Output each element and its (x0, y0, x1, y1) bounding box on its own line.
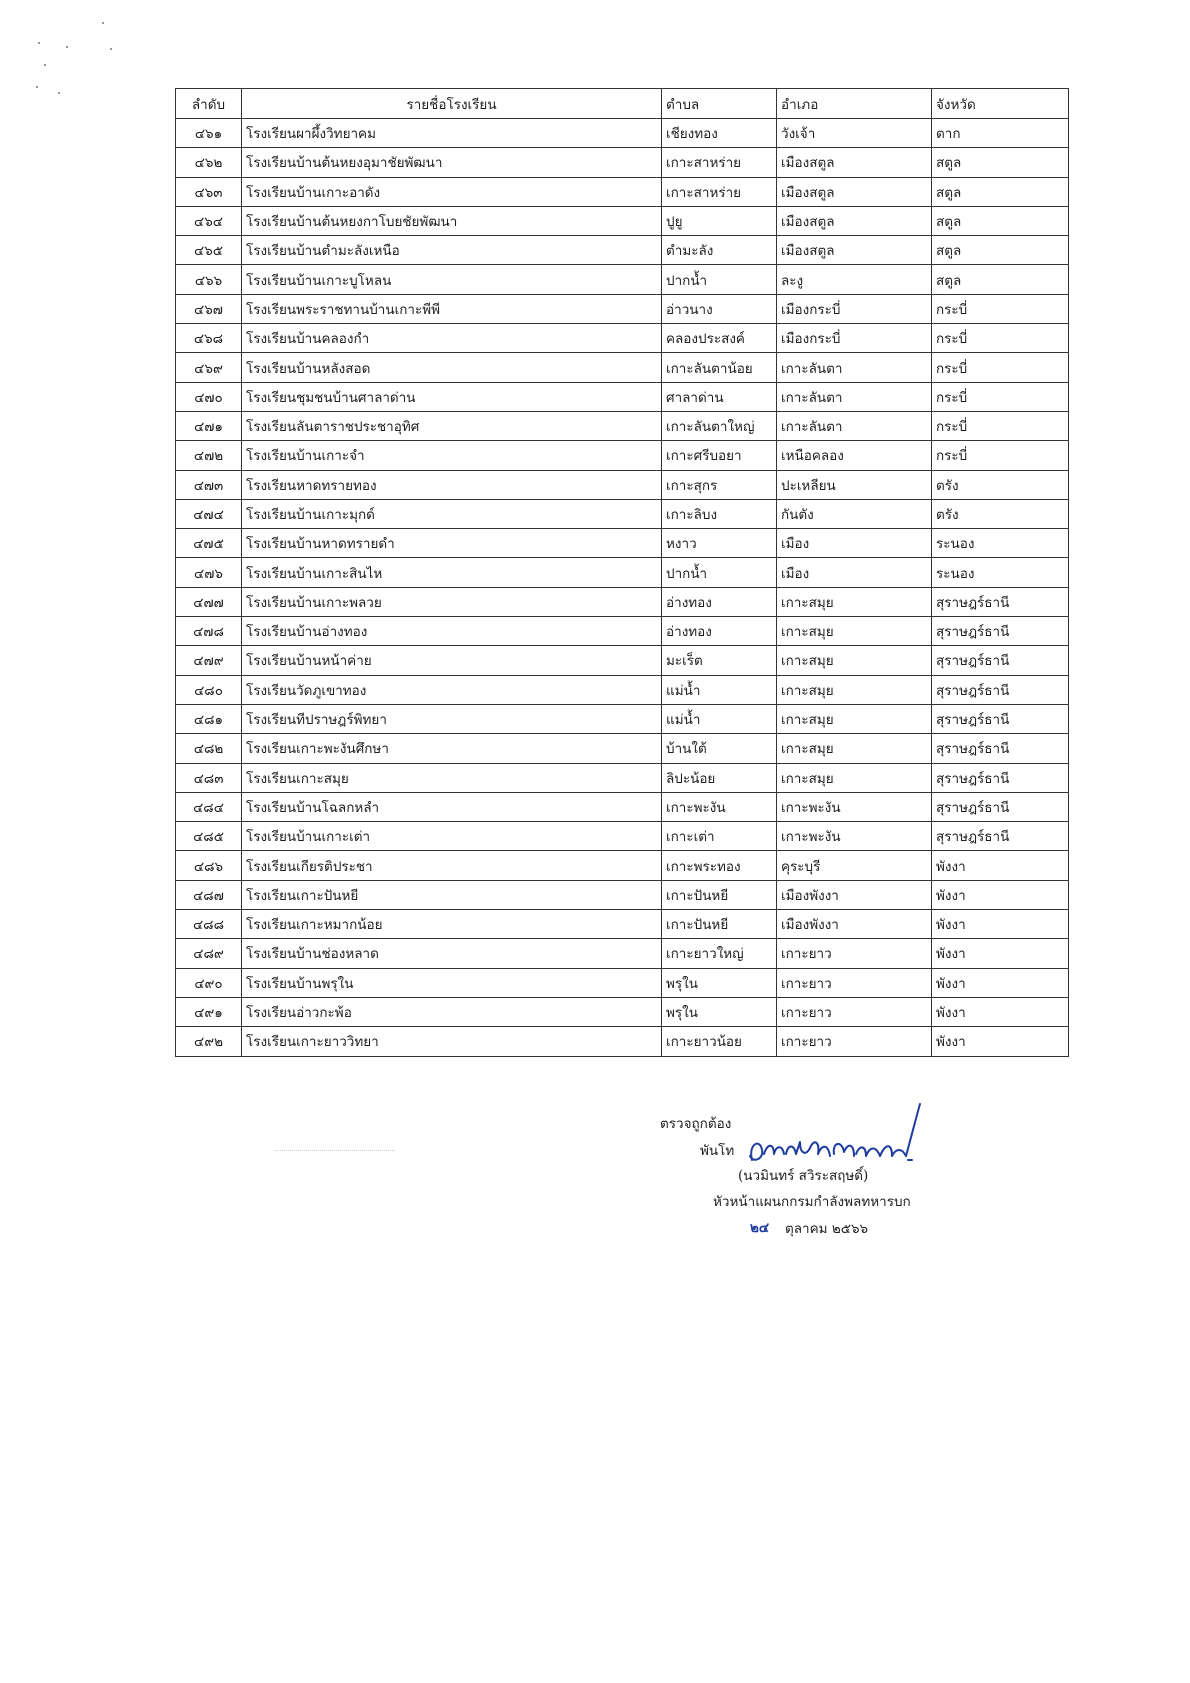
cell-province: สตูล (932, 236, 1069, 265)
cell-district: เกาะสมุย (777, 587, 932, 616)
cell-subdistrict: พรุใน (662, 968, 777, 997)
cell-district: เกาะสมุย (777, 704, 932, 733)
cell-subdistrict: หงาว (662, 529, 777, 558)
cell-district: วังเจ้า (777, 119, 932, 148)
table-row (176, 441, 1069, 470)
cell-province: สตูล (932, 265, 1069, 294)
cell-school: โรงเรียนบ้านอ่างทอง (242, 617, 662, 646)
table-row (176, 880, 1069, 909)
cell-school: โรงเรียนบ้านเกาะบูโหลน (242, 265, 662, 294)
cell-subdistrict: เกาะพระทอง (662, 851, 777, 880)
signatory-name: (นวมินทร์ สวิระสฤษดิ์) (738, 1168, 869, 1184)
cell-district: ปะเหลียน (777, 470, 932, 499)
cell-province: กระบี่ (932, 441, 1069, 470)
cell-district: เกาะยาว (777, 1027, 932, 1056)
cell-subdistrict: เกาะลันตาใหญ่ (662, 411, 777, 440)
cell-school: โรงเรียนเกาะสมุย (242, 763, 662, 792)
cell-subdistrict: เกาะยาวใหญ่ (662, 939, 777, 968)
cell-province: สุราษฎร์ธานี (932, 792, 1069, 821)
cell-no: ๔๖๘ (176, 324, 242, 353)
cell-school: โรงเรียนบ้านเกาะจำ (242, 441, 662, 470)
table-row (176, 910, 1069, 939)
cell-subdistrict: ตำมะลัง (662, 236, 777, 265)
table-row (176, 646, 1069, 675)
cell-school: โรงเรียนบ้านต้นหยงกาโบยชัยพัฒนา (242, 206, 662, 235)
cell-district: เกาะสมุย (777, 763, 932, 792)
table-row (176, 704, 1069, 733)
cell-province: สตูล (932, 148, 1069, 177)
cell-subdistrict: แม่น้ำ (662, 675, 777, 704)
cell-district: เกาะลันตา (777, 411, 932, 440)
cell-no: ๔๘๖ (176, 851, 242, 880)
cell-school: โรงเรียนบ้านหลังสอด (242, 353, 662, 382)
cell-no: ๔๘๒ (176, 734, 242, 763)
cell-province: สตูล (932, 206, 1069, 235)
cell-no: ๔๗๔ (176, 499, 242, 528)
cell-school: โรงเรียนบ้านตำมะลังเหนือ (242, 236, 662, 265)
table-row (176, 997, 1069, 1026)
table-row (176, 236, 1069, 265)
rank-label: พันโท (700, 1143, 735, 1159)
cell-school: โรงเรียนบ้านโฉลกหลำ (242, 792, 662, 821)
cell-district: เกาะสมุย (777, 734, 932, 763)
table-row (176, 470, 1069, 499)
cell-school: โรงเรียนเกาะปันหยี (242, 880, 662, 909)
cell-no: ๔๖๒ (176, 148, 242, 177)
cell-no: ๔๖๖ (176, 265, 242, 294)
cell-school: โรงเรียนเกียรติประชา (242, 851, 662, 880)
cell-subdistrict: อ่างทอง (662, 587, 777, 616)
cell-school: โรงเรียนผาผึ้งวิทยาคม (242, 119, 662, 148)
cell-province: พังงา (932, 910, 1069, 939)
handwritten-signature (730, 1098, 945, 1178)
cell-district: กันตัง (777, 499, 932, 528)
header-province: จังหวัด (932, 89, 1069, 119)
cell-province: กระบี่ (932, 324, 1069, 353)
cell-no: ๔๖๙ (176, 353, 242, 382)
table-row (176, 177, 1069, 206)
cell-province: สุราษฎร์ธานี (932, 675, 1069, 704)
table-row (176, 792, 1069, 821)
verified-label: ตรวจถูกต้อง (660, 1116, 732, 1132)
table-row (176, 529, 1069, 558)
cell-district: เกาะสมุย (777, 646, 932, 675)
cell-subdistrict: เกาะศรีบอยา (662, 441, 777, 470)
cell-no: ๔๙๐ (176, 968, 242, 997)
cell-province: สุราษฎร์ธานี (932, 587, 1069, 616)
cell-subdistrict: เกาะลันตาน้อย (662, 353, 777, 382)
cell-province: สุราษฎร์ธานี (932, 763, 1069, 792)
cell-school: โรงเรียนทีปราษฎร์พิทยา (242, 704, 662, 733)
cell-subdistrict: เกาะสาหร่าย (662, 148, 777, 177)
table-row (176, 411, 1069, 440)
cell-school: โรงเรียนบ้านเกาะเต่า (242, 822, 662, 851)
cell-district: เมืองพังงา (777, 880, 932, 909)
cell-province: สุราษฎร์ธานี (932, 617, 1069, 646)
cell-district: เกาะลันตา (777, 382, 932, 411)
cell-province: กระบี่ (932, 353, 1069, 382)
cell-subdistrict: พรุใน (662, 997, 777, 1026)
cell-subdistrict: อ่าวนาง (662, 294, 777, 323)
cell-subdistrict: เกาะลิบง (662, 499, 777, 528)
cell-district: เหนือคลอง (777, 441, 932, 470)
cell-subdistrict: เชียงทอง (662, 119, 777, 148)
cell-school: โรงเรียนบ้านเกาะสินไห (242, 558, 662, 587)
table-row (176, 382, 1069, 411)
cell-subdistrict: เกาะสาหร่าย (662, 177, 777, 206)
cell-province: กระบี่ (932, 382, 1069, 411)
cell-no: ๔๙๑ (176, 997, 242, 1026)
cell-province: ระนอง (932, 529, 1069, 558)
cell-province: สตูล (932, 177, 1069, 206)
cell-district: ละงู (777, 265, 932, 294)
cell-no: ๔๖๑ (176, 119, 242, 148)
cell-no: ๔๗๓ (176, 470, 242, 499)
cell-subdistrict: เกาะพะงัน (662, 792, 777, 821)
cell-school: โรงเรียนบ้านต้นหยงอุมาชัยพัฒนา (242, 148, 662, 177)
cell-school: โรงเรียนบ้านเกาะพลวย (242, 587, 662, 616)
cell-province: สุราษฎร์ธานี (932, 704, 1069, 733)
cell-no: ๔๗๖ (176, 558, 242, 587)
cell-province: สุราษฎร์ธานี (932, 734, 1069, 763)
cell-no: ๔๗๙ (176, 646, 242, 675)
cell-school: โรงเรียนลันตาราชประชาอุทิศ (242, 411, 662, 440)
cell-subdistrict: บ้านใต้ (662, 734, 777, 763)
cell-no: ๔๗๕ (176, 529, 242, 558)
table-row (176, 353, 1069, 382)
cell-district: เมือง (777, 558, 932, 587)
cell-no: ๔๖๗ (176, 294, 242, 323)
cell-school: โรงเรียนหาดทรายทอง (242, 470, 662, 499)
cell-school: โรงเรียนเกาะพะงันศึกษา (242, 734, 662, 763)
cell-no: ๔๗๗ (176, 587, 242, 616)
cell-no: ๔๗๘ (176, 617, 242, 646)
cell-school: โรงเรียนบ้านเกาะอาดัง (242, 177, 662, 206)
cell-subdistrict: ศาลาด่าน (662, 382, 777, 411)
header-school: รายชื่อโรงเรียน (242, 89, 662, 119)
cell-province: กระบี่ (932, 294, 1069, 323)
cell-province: สุราษฎร์ธานี (932, 822, 1069, 851)
table-row (176, 851, 1069, 880)
cell-no: ๔๘๔ (176, 792, 242, 821)
table-row (176, 1027, 1069, 1056)
cell-subdistrict: ปากน้ำ (662, 558, 777, 587)
cell-district: เกาะพะงัน (777, 822, 932, 851)
cell-subdistrict: แม่น้ำ (662, 704, 777, 733)
cell-district: เมือง (777, 529, 932, 558)
cell-subdistrict: ปากน้ำ (662, 265, 777, 294)
cell-province: กระบี่ (932, 411, 1069, 440)
cell-district: เกาะสมุย (777, 617, 932, 646)
school-list-table (175, 88, 1069, 1057)
cell-no: ๔๗๒ (176, 441, 242, 470)
cell-district: เมืองสตูล (777, 148, 932, 177)
cell-no: ๔๙๒ (176, 1027, 242, 1056)
cell-district: เกาะยาว (777, 939, 932, 968)
cell-district: เกาะพะงัน (777, 792, 932, 821)
cell-subdistrict: คลองประสงค์ (662, 324, 777, 353)
cell-no: ๔๘๘ (176, 910, 242, 939)
cell-school: โรงเรียนวัดภูเขาทอง (242, 675, 662, 704)
cell-province: พังงา (932, 1027, 1069, 1056)
table-row (176, 499, 1069, 528)
signatory-position: หัวหน้าแผนกกรมกำลังพลทหารบก (713, 1194, 911, 1210)
cell-no: ๔๖๓ (176, 177, 242, 206)
cell-school: โรงเรียนอ่าวกะพ้อ (242, 997, 662, 1026)
table-row (176, 558, 1069, 587)
cell-school: โรงเรียนบ้านพรุใน (242, 968, 662, 997)
cell-no: ๔๘๗ (176, 880, 242, 909)
cell-school: โรงเรียนชุมชนบ้านศาลาด่าน (242, 382, 662, 411)
cell-district: เกาะยาว (777, 968, 932, 997)
cell-school: โรงเรียนพระราชทานบ้านเกาะพีพี (242, 294, 662, 323)
cell-province: สุราษฎร์ธานี (932, 646, 1069, 675)
cell-province: ตรัง (932, 499, 1069, 528)
cell-province: พังงา (932, 851, 1069, 880)
cell-district: เมืองกระบี่ (777, 294, 932, 323)
date-day: ๒๔ (750, 1220, 770, 1236)
cell-district: เมืองสตูล (777, 206, 932, 235)
cell-school: โรงเรียนบ้านหน้าค่าย (242, 646, 662, 675)
table-row (176, 587, 1069, 616)
cell-school: โรงเรียนบ้านช่องหลาด (242, 939, 662, 968)
cell-subdistrict: ลิปะน้อย (662, 763, 777, 792)
cell-province: พังงา (932, 880, 1069, 909)
table-row (176, 265, 1069, 294)
cell-no: ๔๘๓ (176, 763, 242, 792)
cell-no: ๔๘๕ (176, 822, 242, 851)
cell-no: ๔๗๐ (176, 382, 242, 411)
cell-province: พังงา (932, 997, 1069, 1026)
cell-no: ๔๗๑ (176, 411, 242, 440)
cell-province: ตาก (932, 119, 1069, 148)
table-row (176, 617, 1069, 646)
cell-school: โรงเรียนเกาะยาววิทยา (242, 1027, 662, 1056)
table-row (176, 939, 1069, 968)
cell-no: ๔๘๑ (176, 704, 242, 733)
table-row (176, 675, 1069, 704)
cell-subdistrict: เกาะสุกร (662, 470, 777, 499)
cell-district: เมืองสตูล (777, 236, 932, 265)
cell-subdistrict: เกาะปันหยี (662, 910, 777, 939)
cell-school: โรงเรียนเกาะหมากน้อย (242, 910, 662, 939)
table-row (176, 148, 1069, 177)
cell-no: ๔๘๙ (176, 939, 242, 968)
cell-district: เมืองพังงา (777, 910, 932, 939)
cell-district: เมืองสตูล (777, 177, 932, 206)
header-subdistrict: ตำบล (662, 89, 777, 119)
header-no: ลำดับ (176, 89, 242, 119)
cell-subdistrict: อ่างทอง (662, 617, 777, 646)
cell-district: เกาะสมุย (777, 675, 932, 704)
table-row (176, 294, 1069, 323)
cell-district: คุระบุรี (777, 851, 932, 880)
table-row (176, 734, 1069, 763)
cell-district: เกาะลันตา (777, 353, 932, 382)
cell-school: โรงเรียนบ้านเกาะมุกด์ (242, 499, 662, 528)
date-month-year: ตุลาคม ๒๕๖๖ (785, 1221, 869, 1237)
table-row (176, 206, 1069, 235)
cell-district: เมืองกระบี่ (777, 324, 932, 353)
cell-no: ๔๖๔ (176, 206, 242, 235)
cell-subdistrict: ปูยู (662, 206, 777, 235)
faint-scan-mark (275, 1150, 395, 1152)
cell-province: พังงา (932, 939, 1069, 968)
header-district: อำเภอ (777, 89, 932, 119)
table-row (176, 822, 1069, 851)
cell-no: ๔๖๕ (176, 236, 242, 265)
cell-subdistrict: มะเร็ต (662, 646, 777, 675)
table-row (176, 763, 1069, 792)
cell-school: โรงเรียนบ้านหาดทรายดำ (242, 529, 662, 558)
cell-school: โรงเรียนบ้านคลองกำ (242, 324, 662, 353)
cell-province: ตรัง (932, 470, 1069, 499)
table-row (176, 968, 1069, 997)
table-row (176, 119, 1069, 148)
cell-province: ระนอง (932, 558, 1069, 587)
cell-subdistrict: เกาะยาวน้อย (662, 1027, 777, 1056)
cell-no: ๔๘๐ (176, 675, 242, 704)
cell-subdistrict: เกาะเต่า (662, 822, 777, 851)
cell-province: พังงา (932, 968, 1069, 997)
table-header-row (176, 89, 1069, 119)
cell-district: เกาะยาว (777, 997, 932, 1026)
cell-subdistrict: เกาะปันหยี (662, 880, 777, 909)
table-row (176, 324, 1069, 353)
